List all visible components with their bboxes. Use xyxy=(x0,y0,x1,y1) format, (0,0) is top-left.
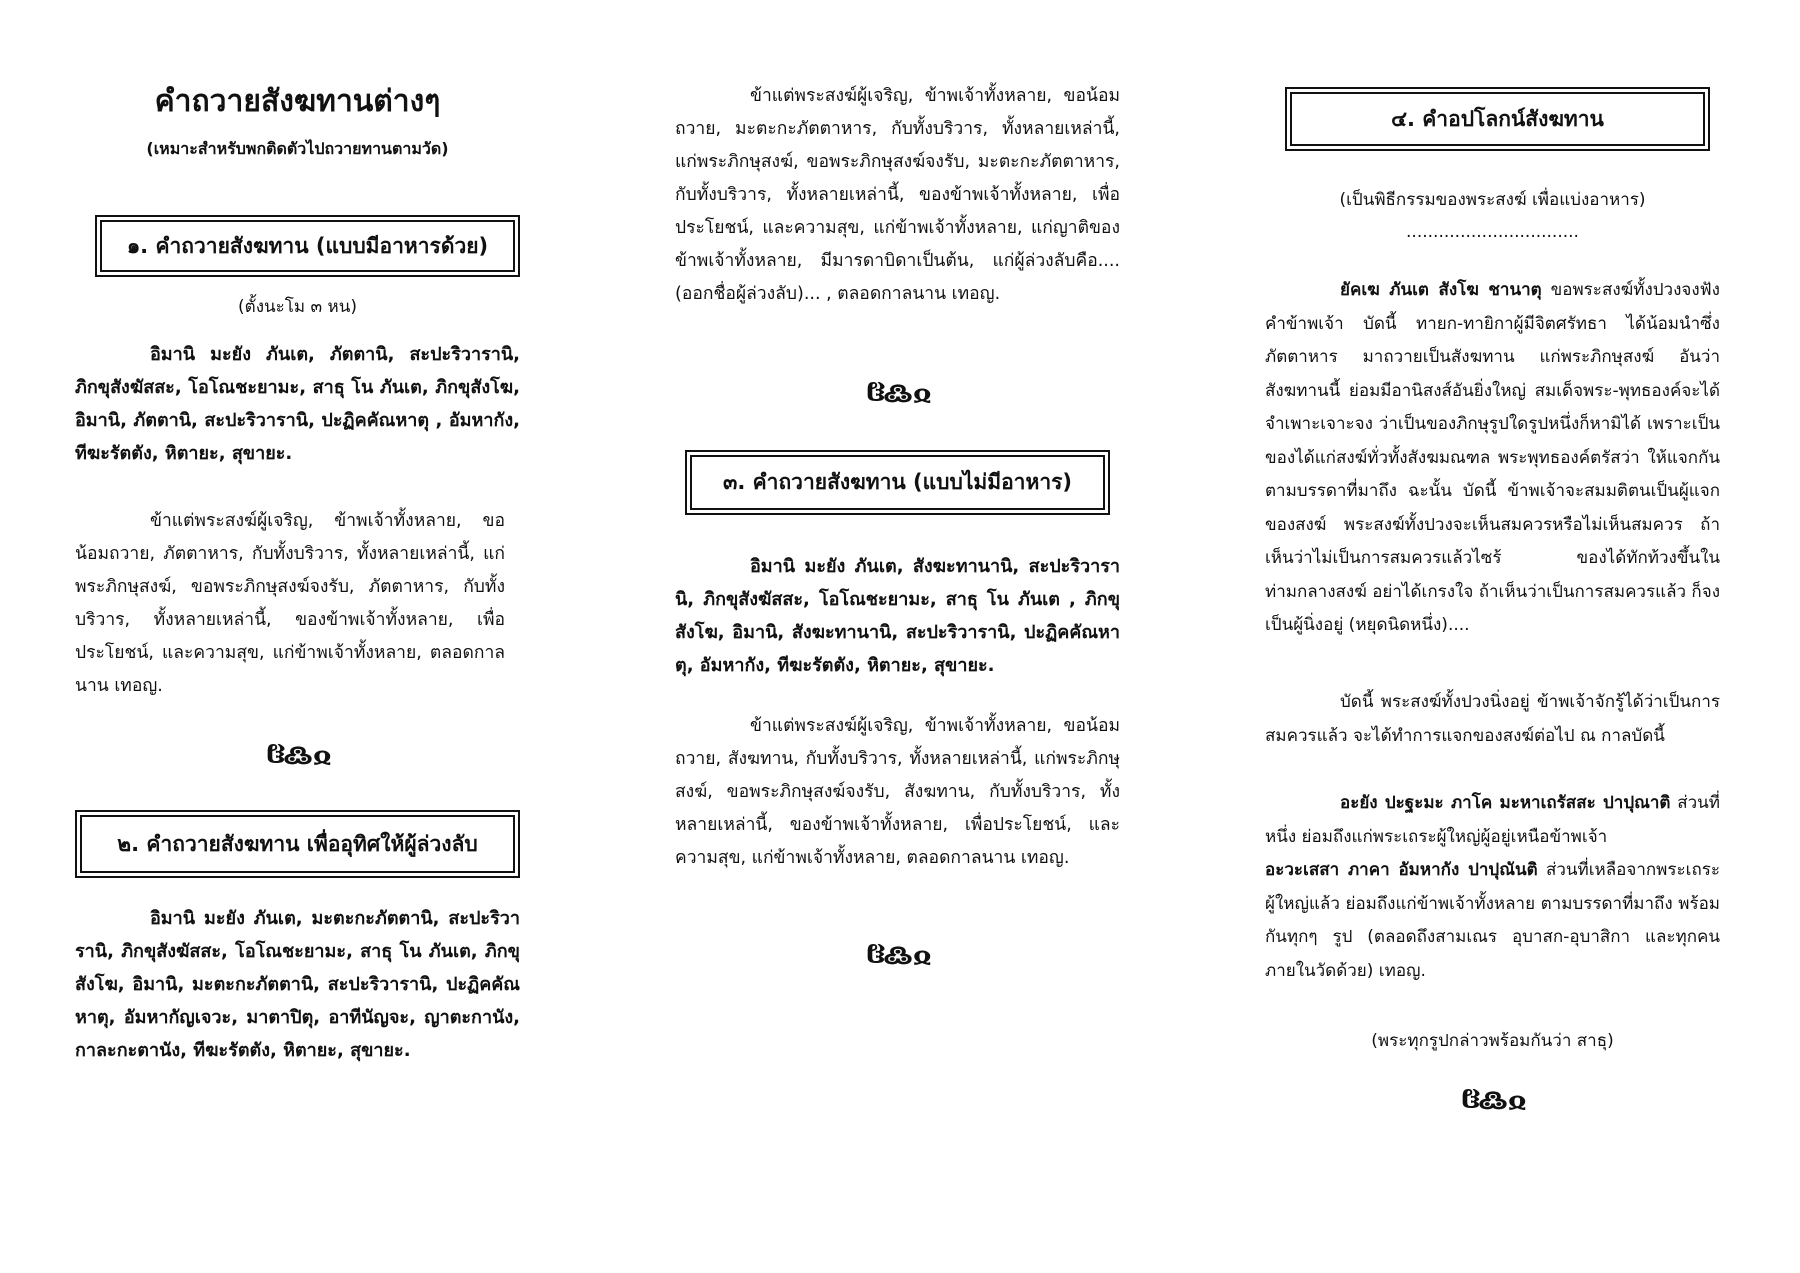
thai-text: ขอพระสงฆ์ทั้งปวงจงฟังคำข้าพเจ้า บัดนี้ ทายก-ทายิกาผู้มีจิตศรัทธา ได้น้อมนำซึ่งภัตตาหาร มาถวายเป็นสังฆทาน แก่พระภิกษุสงฆ์ อันว่าสังฆทานนี้ ย่อมมีอานิสงส์อันยิ่งใหญ่ สมเด็จพระ-พุทธองค์จะได้จำเพาะเจาะจง ว่าเป็นของภิกษุรูปใดรูปหนึ่งก็หามิได้ เพราะเป็นของได้แก่สงฆ์ทั่วทั้งสังฆมณฑล พระพุทธองค์ตรัสว่า ให้แจกกันตามบรรดาที่มาถึง ฉะนั้น บัดนี้ ข้าพเจ้าจะสมมติตนเป็นผู้แจกของสงฆ์ พระสงฆ์ทั้งปวงจะเห็นสมควรหรือไม่เห็นสมควร ถ้าเห็นว่าไม่เป็นการสมควรแล้วไซร้ ของได้ทักท้วงขึ้นในท่ามกลางสงฆ์ อย่าได้เกรงใจ ถ้าเห็นว่าเป็นการสมควรแล้ว ก็จงเป็นผู้นิ่งอยู่ (หยุดนิดหนึ่ง).... xyxy=(1265,280,1720,635)
ornament-glyph: ჱ߷ჲ xyxy=(865,943,930,969)
section-4-heading-box xyxy=(1285,87,1710,151)
section-4-note: (เป็นพิธีกรรมของพระสงฆ์ เพื่อแบ่งอาหาร) xyxy=(1339,190,1646,210)
section-3-heading-box xyxy=(685,450,1110,515)
section-4-paragraph-1 xyxy=(1265,274,1720,643)
section-2-heading: ๒. คำถวายสังฆทาน เพื่ออุทิศให้ผู้ล่วงลับ xyxy=(80,815,515,873)
pali-phrase: อะยัง ปะฐะมะ ภาโค มะหาเถรัสสะ ปาปุณาติ xyxy=(1340,793,1671,813)
section-1-thai: ข้าแต่พระสงฆ์ผู้เจริญ, ข้าพเจ้าทั้งหลาย, ขอน้อมถวาย, ภัตตาหาร, กับทั้งบริวาร, ทั้งหลายเหล่านี้, แก่พระภิกษุสงฆ์, ขอพระภิกษุสงฆ์จงรับ, ภัตตาหาร, กับทั้งบริวาร, ทั้งหลายเหล่านี้, ของข้าพเจ้าทั้งหลาย, เพื่อประโยชน์, และความสุข, แก่ข้าพเจ้าทั้งหลาย, ตลอดกาลนาน เทอญ. xyxy=(75,511,505,696)
section-4-heading: ๔. คำอปโลกน์สังฆทาน xyxy=(1290,92,1705,146)
ornament-glyph: ჱ߷ჲ xyxy=(1460,1088,1525,1114)
pali-phrase: อะวะเสสา ภาคา อัมหากัง ปาปุณันติ xyxy=(1265,860,1538,880)
ornament-divider xyxy=(75,740,520,770)
ornament-glyph: ჱ߷ჲ xyxy=(265,743,330,769)
section-1-note: (ตั้งนะโม ๓ หน) xyxy=(238,297,357,317)
document-title: คำถวายสังฆทานต่างๆ xyxy=(154,84,441,119)
section-4-dots: ................................ xyxy=(1406,222,1579,242)
section-2-pali: อิมานิ มะยัง ภันเต, มะตะกะภัตตานิ, สะปะริวารานิ, ภิกขุสังฆัสสะ, โอโณชะยามะ, สาธุ โน ภันเต, ภิกขุสังโฆ, อิมานิ, มะตะกะภัตตานิ, สะปะริวารานิ, ปะฏิคคัณหาตุ, อัมหากัญเจวะ, มาตาปิตุ, อาทีนัญจะ, ญาตะกานัง, กาละกะตานัง, ทีฆะรัตตัง, หิตายะ, สุขายะ. xyxy=(75,908,520,1061)
section-4-paragraph-3 xyxy=(1265,787,1720,988)
section-1-heading: ๑. คำถวายสังฆทาน (แบบมีอาหารด้วย) xyxy=(100,220,515,272)
section-2-heading-box xyxy=(75,810,520,878)
ornament-glyph: ჱ߷ჲ xyxy=(865,381,930,407)
ornament-divider xyxy=(1265,1085,1720,1115)
document-subtitle: (เหมาะสำหรับพกติดตัวไปถวายทานตามวัด) xyxy=(146,139,449,158)
ornament-divider xyxy=(675,378,1120,408)
section-1-pali: อิมานิ มะยัง ภันเต, ภัตตานิ, สะปะริวารานิ, ภิกขุสังฆัสสะ, โอโณชะยามะ, สาธุ โน ภันเต, ภิกขุสังโฆ, อิมานิ, ภัตตานิ, สะปะริวารานิ, ปะฏิคคัณหาตุ , อัมหากัง, ทีฆะรัตตัง, หิตายะ, สุขายะ. xyxy=(75,344,520,464)
section-4-closing: (พระทุกรูปกล่าวพร้อมกันว่า สาธุ) xyxy=(1371,1031,1614,1051)
section-3-heading: ๓. คำถวายสังฆทาน (แบบไม่มีอาหาร) xyxy=(690,455,1105,510)
thai-text: ส่วนที่หนึ่ง ย่อมถึงแก่พระเถระผู้ใหญ่ผู้อยู่เหนือข้าพเจ้า xyxy=(1265,793,1720,847)
pali-phrase: ยัคเฆ ภันเต สังโฆ ชานาตุ xyxy=(1340,280,1542,300)
section-3-pali: อิมานิ มะยัง ภันเต, สังฆะทานานิ, สะปะริวารานิ, ภิกขุสังฆัสสะ, โอโณชะยามะ, สาธุ โน ภันเต , ภิกขุสังโฆ, อิมานิ, สังฆะทานานิ, สะปะริวารานิ, ปะฏิคคัณหาตุ, อัมหากัง, ทีฆะรัตตัง, หิตายะ, สุขายะ. xyxy=(675,556,1120,676)
section-1-heading-box xyxy=(95,215,520,277)
ornament-divider xyxy=(675,940,1120,970)
thai-text: ส่วนที่เหลือจากพระเถระผู้ใหญ่แล้ว ย่อมถึงแก่ข้าพเจ้าทั้งหลาย ตามบรรดาที่มาถึง พร้อมกันทุกๆ รูป (ตลอดถึงสามเณร อุบาสก-อุบาสิกา และทุกคนภายในวัดด้วย) เทอญ. xyxy=(1265,860,1720,981)
section-4-paragraph-2: บัดนี้ พระสงฆ์ทั้งปวงนิ่งอยู่ ข้าพเจ้าจักรู้ได้ว่าเป็นการสมควรแล้ว จะได้ทำการแจกของสงฆ์ต่อไป ณ กาลบัดนี้ xyxy=(1265,692,1720,746)
section-3-thai: ข้าแต่พระสงฆ์ผู้เจริญ, ข้าพเจ้าทั้งหลาย, ขอน้อมถวาย, สังฆทาน, กับทั้งบริวาร, ทั้งหลายเหล่านี้, แก่พระภิกษุสงฆ์, ขอพระภิกษุสงฆ์จงรับ, สังฆทาน, กับทั้งบริวาร, ทั้งหลายเหล่านี้, ของข้าพเจ้าทั้งหลาย, เพื่อประโยชน์, และความสุข, แก่ข้าพเจ้าทั้งหลาย, ตลอดกาลนาน เทอญ. xyxy=(675,716,1120,868)
section-2-thai: ข้าแต่พระสงฆ์ผู้เจริญ, ข้าพเจ้าทั้งหลาย, ขอน้อมถวาย, มะตะกะภัตตาหาร, กับทั้งบริวาร, ทั้งหลายเหล่านี้, แก่พระภิกษุสงฆ์, ขอพระภิกษุสงฆ์จงรับ, มะตะกะภัตตาหาร, กับทั้งบริวาร, ทั้งหลายเหล่านี้, ของข้าพเจ้าทั้งหลาย, เพื่อประโยชน์, และความสุข, แก่ข้าพเจ้าทั้งหลาย, แก่ญาติของข้าพเจ้าทั้งหลาย, มีมารดาบิดาเป็นต้น, แก่ผู้ล่วงลับคือ....(ออกชื่อผู้ล่วงลับ)... , ตลอดกาลนาน เทอญ. xyxy=(675,86,1120,304)
